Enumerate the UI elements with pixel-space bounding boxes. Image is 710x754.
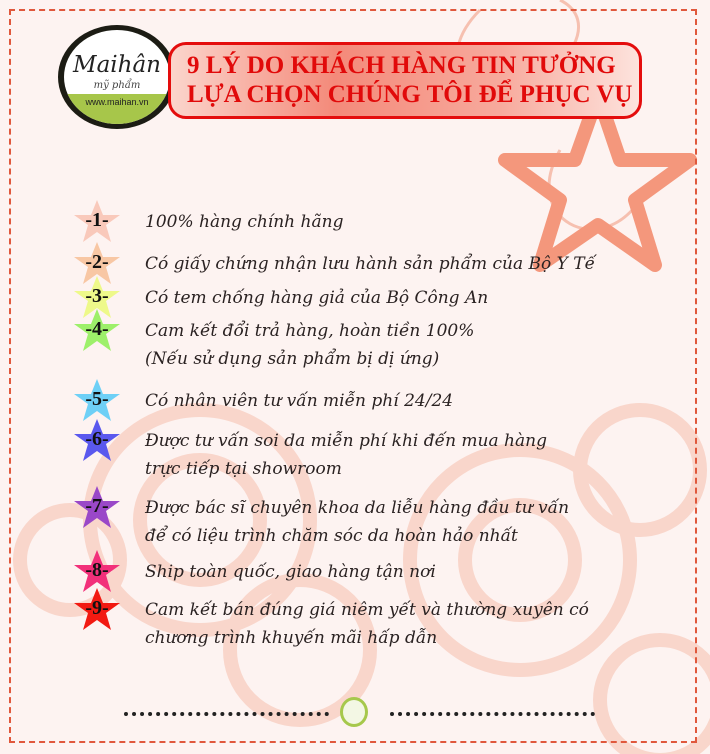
divider-left bbox=[124, 708, 329, 716]
logo-name: Maihân bbox=[73, 52, 161, 78]
reason-number: -5- bbox=[85, 388, 109, 410]
reason-text: Được bác sĩ chuyên khoa da liễu hàng đầu tư vấn bbox=[145, 498, 570, 518]
logo-subtitle: mỹ phẩm bbox=[93, 80, 141, 91]
reason-number: -7- bbox=[85, 495, 109, 517]
reason-text: trực tiếp tại showroom bbox=[145, 459, 342, 479]
reason-number: -1- bbox=[85, 209, 109, 231]
logo bbox=[58, 25, 176, 129]
reason-number: -2- bbox=[85, 251, 109, 273]
title-line-1: 9 LÝ DO KHÁCH HÀNG TIN TƯỞNG bbox=[187, 52, 616, 79]
reason-number: -9- bbox=[85, 597, 109, 619]
reason-text: chương trình khuyến mãi hấp dẫn bbox=[145, 628, 438, 648]
reason-number: -4- bbox=[85, 318, 109, 340]
reason-text: 100% hàng chính hãng bbox=[145, 212, 344, 232]
reason-number: -8- bbox=[85, 559, 109, 581]
divider-right bbox=[390, 708, 595, 716]
reason-text: Ship toàn quốc, giao hàng tận nơi bbox=[145, 562, 436, 582]
logo-url: www.maihan.vn bbox=[64, 94, 170, 124]
reason-text: Có nhân viên tư vấn miễn phí 24/24 bbox=[145, 391, 454, 411]
reason-number: -3- bbox=[85, 285, 109, 307]
reason-text: Có tem chống hàng giả của Bộ Công An bbox=[145, 288, 489, 308]
reason-text: (Nếu sử dụng sản phẩm bị dị ứng) bbox=[145, 349, 440, 369]
reason-text: Có giấy chứng nhận lưu hành sản phẩm của Bộ Y Tế bbox=[145, 254, 596, 274]
leaf-icon bbox=[340, 697, 368, 727]
reason-number: -6- bbox=[85, 428, 109, 450]
page-title bbox=[187, 51, 632, 109]
title-line-2: LỰA CHỌN CHÚNG TÔI ĐỂ PHỤC VỤ bbox=[187, 81, 633, 108]
reason-text: để có liệu trình chăm sóc da hoàn hảo nhất bbox=[145, 526, 518, 546]
reason-text: Được tư vấn soi da miễn phí khi đến mua hàng bbox=[145, 431, 547, 451]
reason-text: Cam kết bán đúng giá niêm yết và thường xuyên có bbox=[145, 600, 589, 620]
reason-text: Cam kết đổi trả hàng, hoàn tiền 100% bbox=[145, 321, 475, 341]
title-banner bbox=[168, 42, 642, 119]
